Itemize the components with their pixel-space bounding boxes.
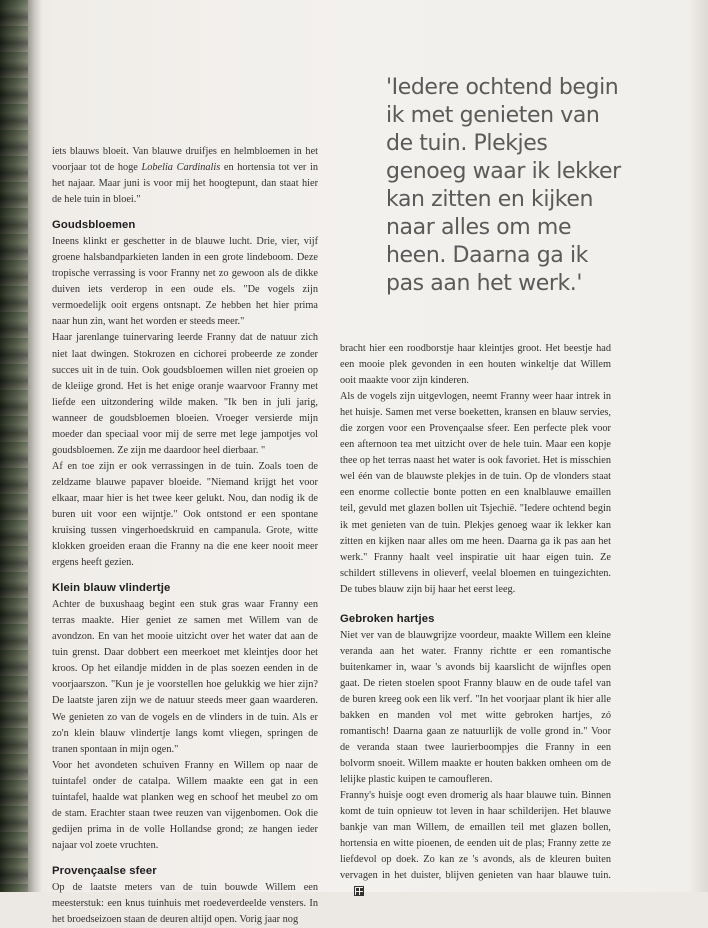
plant-name-italic: Lobelia Cardinalis	[141, 162, 221, 174]
closing-paragraph	[340, 788, 611, 900]
paragraph: Af en toe zijn er ook verrassingen in de tuin. Zoals toen de zeldzame blauwe papaver bloeide. "Niemand krijgt het voor elkaar, maar hier is het twee keer gelukt. Nou, dan nodig ik de buren uit voor een wijntje." Ook ontstond er een spontane kruising tussen vingerhoedskruid en campanula. Grote, witte klokken groeiden eraan die Franny na die ene keer nooit meer ergens heeft gezien.	[52, 460, 318, 569]
intro-paragraph	[52, 144, 318, 208]
paragraph: Ineens klinkt er geschetter in de blauwe lucht. Drie, vier, vijf groene halsbandparkieten landen in een grote lindeboom. Deze tropische verrassing is voor Franny net zo gewoon als de dikke duiven iets verderop in een oude els. "De vogels zijn vermoedelijk ooit ergens ontsnapt. Ze hebben het hier prima naar hun zin, want het worden er steeds meer."	[52, 236, 318, 328]
paragraph: Voor het avondeten schuiven Franny en Willem op naar de tuintafel onder de catalpa. Willem maakte een gat in een tuintafel, haalde wat planken weg en schoof het meubel zo om de stam. Erachter staan twee reuzen van vijgenbomen. Ook die gedijen prima in de volle Hollandse grond; ze hangen ieder najaar vol zoete vruchten.	[52, 759, 318, 851]
closing-text: Franny's huisje oogt even dromerig als haar blauwe tuin. Binnen komt de tuin opnieuw tot leven in haar schilderijen. Het blauwe bankje van man Willem, de emaillen teil met glazen bollen, hortensia en witte pioenen, de eenden uit de plas; Franny zette ze liefdevol op doek. Zo kan ze 's avonds, als de kleuren buiten vervagen in het duister, blijven genieten van haar blauwe tuin.	[340, 790, 611, 882]
left-column	[52, 144, 318, 928]
paragraph: Niet ver van de blauwgrijze voordeur, maakte Willem een kleine veranda aan het water. Franny richtte er een romantische buitenkamer in, waar 's avonds bij kaarslicht de wijnfles open gaat. De rieten stoelen spoot Franny blauw en de oude tafel van de buren kreeg ook een lik verf. "In het voorjaar plant ik hier alle bakken en manden vol met witte gebroken hartjes, zó romantisch! Daarna gaan ze natuurlijk de volle grond in." Voor de veranda staan twee laurierboompjes die Franny in een bolvorm snoeit. Willem maakte er houten bakken omheen om de lelijke plastic kuipen te camoufleren.	[340, 629, 611, 786]
section-heading-goudsbloemen: Goudsbloemen	[52, 219, 136, 232]
intro-text-before: iets blauws bloeit. Van blauwe druifjes en helmbloemen in het voorjaar tot de hoge	[52, 146, 318, 174]
end-of-article-icon	[354, 886, 364, 896]
paragraph: bracht hier een roodborstje haar kleintjes groot. Het beestje had een mooie plek gevonden in een houten winkeltje dat Willem ooit maakte voor zijn kinderen.	[340, 343, 611, 387]
section-heading-provencaalse-sfeer: Provençaalse sfeer	[52, 864, 157, 877]
paragraph: Als de vogels zijn uitgevlogen, neemt Franny weer haar intrek in het huisje. Samen met verse boeketten, kransen en blauw servies, die zorgen voor een Provençaalse sfeer. Een perfecte plek voor een afternoon tea met uitzicht over de hele tuin. Maar een kopje thee op het terras naast het water is ook favoriet. Het is misschien wel één van de blauwste plekjes in de tuin. Op de vlonders staat een enorme collectie bonte potten en een knalblauwe emaillen teil, gevuld met glazen bollen uit Tsjechië. "Iedere ochtend begin ik met genieten van de tuin. Plekjes genoeg waar ik lekker kan zitten en kijken naar alles om me heen. Daarna ga ik pas aan het werk." Franny haalt veel inspiratie uit haar eigen tuin. Ze schildert stillevens in olieverf, veelal bloemen en tuingezichten. De tubes blauw zijn bij haar het eerst leeg.	[340, 391, 611, 595]
section-heading-gebroken-hartjes: Gebroken hartjes	[340, 612, 435, 625]
paragraph: Achter de buxushaag begint een stuk gras waar Franny een terras maakte. Hier geniet ze samen met Willem van de avondzon. En van het mooie uitzicht over het water dat aan de tuin grenst. Daar dobbert een meerkoet met kleintjes door het kroos. Op het eilandje midden in de plas soezen eenden in de voorjaarszon. "Kun je je voorstellen hoe gelukkig we hier zijn? De laatste jaren zijn we de natuur steeds meer gaan waarderen. We genieten zo van de vogels en de vlinders in de tuin. Als er zo'n klein blauw vlindertje langs komt vliegen, springen de tranen spontaan in mijn ogen."	[52, 599, 318, 755]
pull-quote: 'Iedere ochtend begin ik met genieten van de tuin. Plekjes genoeg waar ik lekker kan zitten en kijken naar alles om me heen. Daarna ga ik pas aan het werk.'	[386, 75, 621, 296]
paragraph: Op de laatste meters van de tuin bouwde Willem een meesterstuk: een knus tuinhuis met roedeverdeelde vensters. In het broedseizoen staan de deuren altijd open. Vorig jaar nog	[52, 881, 318, 926]
paragraph: Haar jarenlange tuinervaring leerde Franny dat de natuur zich niet laat dwingen. Stokrozen en cichorei probeerde ze zonder succes uit in de tuin. Ook goudsbloemen willen niet groeien op de kleiige grond. Het is het enige oranje waarvoor Franny met liefde een uitzondering wilde maken. "Ik ben in juli jarig, wanneer de goudsbloemen bloeien. Vroeger versierde mijn moeder dan speciaal voor mij de serre met lege jampotjes vol goudsbloemen. Ze zijn me daardoor heel dierbaar. "	[52, 332, 318, 456]
section-heading-klein-blauw-vlindertje: Klein blauw vlindertje	[52, 582, 171, 595]
page-edge-shadow	[688, 0, 708, 892]
right-column	[340, 341, 611, 901]
spine-photo-edge	[0, 0, 28, 892]
intro-text-after: en hortensia tot ver in het najaar. Maar juni is voor mij het hoogtepunt, dan staat hier de hele tuin in bloei."	[52, 162, 318, 206]
